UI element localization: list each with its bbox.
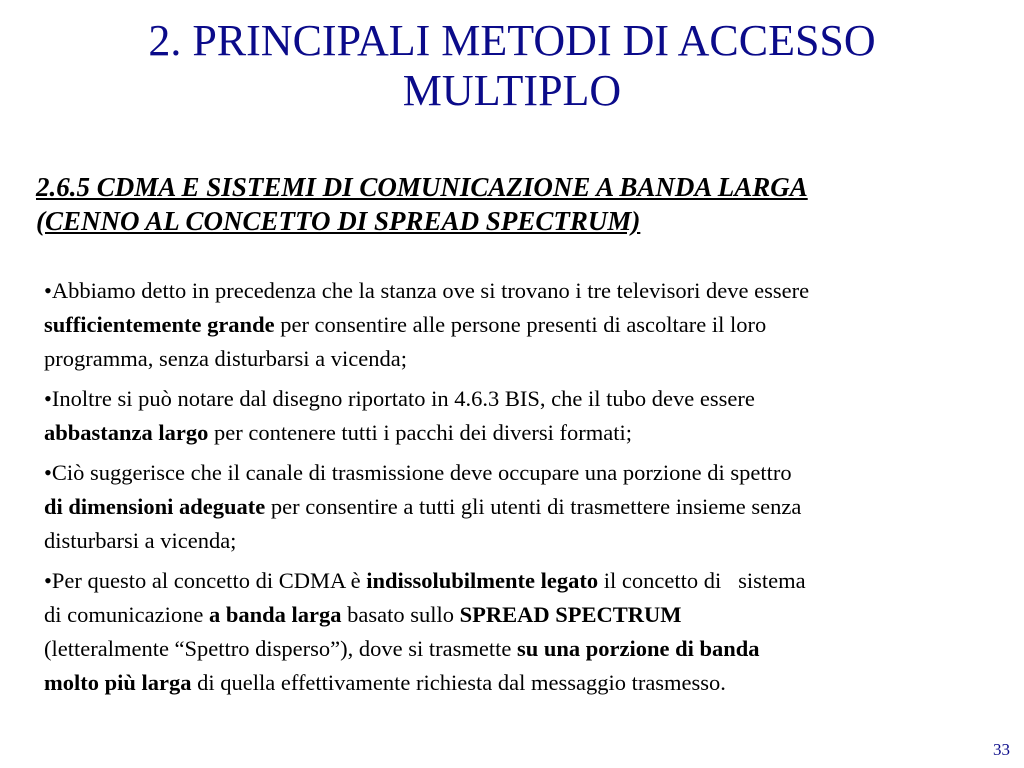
bullet-2-line-2 <box>44 416 1016 450</box>
bullet-4-line-1-a: •Per questo al concetto di CDMA è <box>44 568 367 593</box>
bullet-item-4 <box>44 564 1016 700</box>
bullet-1-bold: sufficientemente grande <box>44 312 275 337</box>
bullet-list <box>44 274 1016 706</box>
bullet-4-line-1-b: il concetto di sistema <box>598 568 806 593</box>
slide-title-line-2: MULTIPLO <box>402 66 622 115</box>
section-heading <box>36 170 1016 238</box>
bullet-3-line-2 <box>44 490 1016 524</box>
bullet-2-line-1: •Inoltre si può notare dal disegno riportato in 4.6.3 BIS, che il tubo deve essere <box>44 386 755 411</box>
bullet-1-line-1: •Abbiamo detto in precedenza che la stanza ove si trovano i tre televisori deve essere <box>44 278 810 303</box>
bullet-4-bold-3: SPREAD SPECTRUM <box>459 602 682 627</box>
bullet-item-2 <box>44 382 1016 450</box>
bullet-1-line-3: programma, senza disturbarsi a vicenda; <box>44 346 407 371</box>
bullet-4-bold-5: molto più larga <box>44 670 192 695</box>
bullet-3-line-2-rest: per consentire a tutti gli utenti di trasmettere insieme senza <box>265 494 802 519</box>
slide-title-line-1: 2. PRINCIPALI METODI DI ACCESSO <box>148 16 876 65</box>
bullet-item-3 <box>44 456 1016 558</box>
bullet-4-bold-1: indissolubilmente legato <box>366 568 599 593</box>
bullet-4-line-4-rest: di quella effettivamente richiesta dal messaggio trasmesso. <box>191 670 726 695</box>
bullet-4-bold-2: a banda larga <box>208 602 342 627</box>
bullet-4-line-2-b: basato sullo <box>341 602 460 627</box>
bullet-4-bold-4: su una porzione di banda <box>516 636 760 661</box>
page-number: 33 <box>993 740 1010 759</box>
bullet-4-line-3-a: (letteralmente “Spettro disperso”), dove si trasmette <box>44 636 517 661</box>
bullet-4-line-2 <box>44 598 1016 632</box>
bullet-4-line-4 <box>44 666 1016 700</box>
section-heading-line-1: 2.6.5 CDMA E SISTEMI DI COMUNICAZIONE A BANDA LARGA <box>36 172 808 202</box>
bullet-3-bold: di dimensioni adeguate <box>44 494 266 519</box>
slide-title <box>40 16 984 116</box>
bullet-1-line-2 <box>44 308 1016 342</box>
bullet-2-bold: abbastanza largo <box>44 420 209 445</box>
bullet-1-line-2-rest: per consentire alle persone presenti di ascoltare il loro <box>274 312 767 337</box>
bullet-3-line-3: disturbarsi a vicenda; <box>44 528 237 553</box>
bullet-3-line-1: •Ciò suggerisce che il canale di trasmissione deve occupare una porzione di spettro <box>44 460 792 485</box>
bullet-4-line-1 <box>44 564 1016 598</box>
bullet-item-1 <box>44 274 1016 376</box>
section-heading-line-2: (CENNO AL CONCETTO DI SPREAD SPECTRUM) <box>36 206 641 236</box>
bullet-4-line-2-a: di comunicazione <box>44 602 209 627</box>
bullet-4-line-3 <box>44 632 1016 666</box>
bullet-2-line-2-rest: per contenere tutti i pacchi dei diversi formati; <box>208 420 632 445</box>
